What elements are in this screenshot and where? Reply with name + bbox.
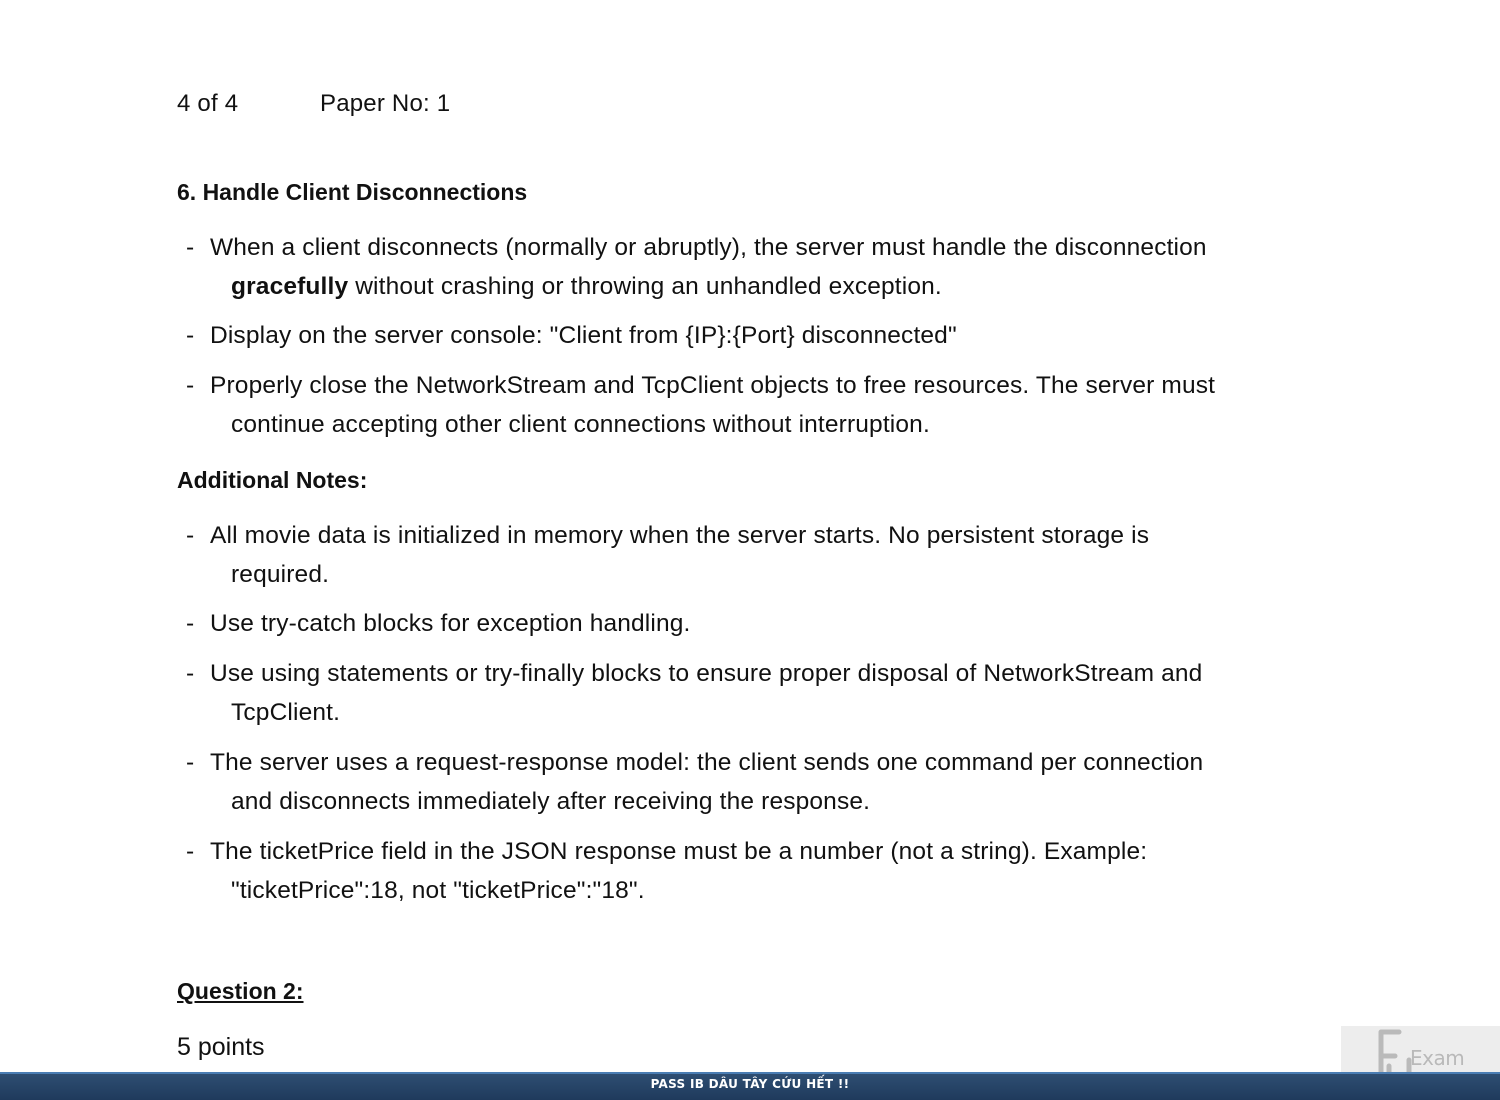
list-item-text: All movie data is initialized in memory when the server starts. No persistent storage is — [210, 522, 1150, 549]
list-item-text-continued — [231, 267, 942, 306]
bullet-dash: - — [186, 372, 195, 399]
bullet-dash: - — [186, 660, 195, 687]
list-item-text: The ticketPrice field in the JSON response must be a number (not a string). Example: — [210, 838, 1148, 865]
section-heading-handle-disconnections: 6. Handle Client Disconnections — [177, 179, 528, 205]
list-item-text-continued: continue accepting other client connections without interruption. — [231, 411, 930, 438]
list-item-text: Display on the server console: "Client from {IP}:{Port} disconnected" — [210, 322, 957, 349]
list-item-text-continued: TcpClient. — [231, 699, 341, 726]
list-item-text-rest: without crashing or throwing an unhandled exception. — [348, 273, 942, 300]
logo-text: Exam — [1410, 1046, 1465, 1070]
bullet-dash: - — [186, 234, 195, 261]
bullet-dash: - — [186, 838, 195, 865]
list-item-text-continued: "ticketPrice":18, not "ticketPrice":"18". — [231, 877, 645, 904]
list-item-text-continued: required. — [231, 561, 330, 588]
list-item-text-continued: and disconnects immediately after receiving the response. — [231, 788, 871, 815]
page-count: 4 of 4 — [177, 90, 239, 117]
list-item-text: The server uses a request-response model: the client sends one command per connection — [210, 749, 1204, 776]
footer-text: PASS IB DÂU TÂY CỨU HẾT !! — [650, 1077, 850, 1091]
bullet-dash: - — [186, 749, 195, 776]
question-heading: Question 2: — [177, 978, 304, 1004]
list-item-text: Properly close the NetworkStream and TcpClient objects to free resources. The server must — [210, 372, 1216, 399]
bullet-dash: - — [186, 522, 195, 549]
list-item-text: When a client disconnects (normally or abruptly), the server must handle the disconnection — [210, 234, 1207, 261]
additional-notes-heading: Additional Notes: — [177, 467, 368, 493]
emphasis-text: gracefully — [231, 273, 349, 300]
page-header — [177, 90, 450, 118]
bullet-dash: - — [186, 610, 195, 637]
question-points: 5 points — [177, 1033, 265, 1061]
list-item-text: Use using statements or try-finally blocks to ensure proper disposal of NetworkStream and — [210, 660, 1203, 687]
bullet-dash: - — [186, 322, 195, 349]
list-item-text: Use try-catch blocks for exception handling. — [210, 610, 691, 637]
paper-number: Paper No: 1 — [320, 90, 451, 117]
